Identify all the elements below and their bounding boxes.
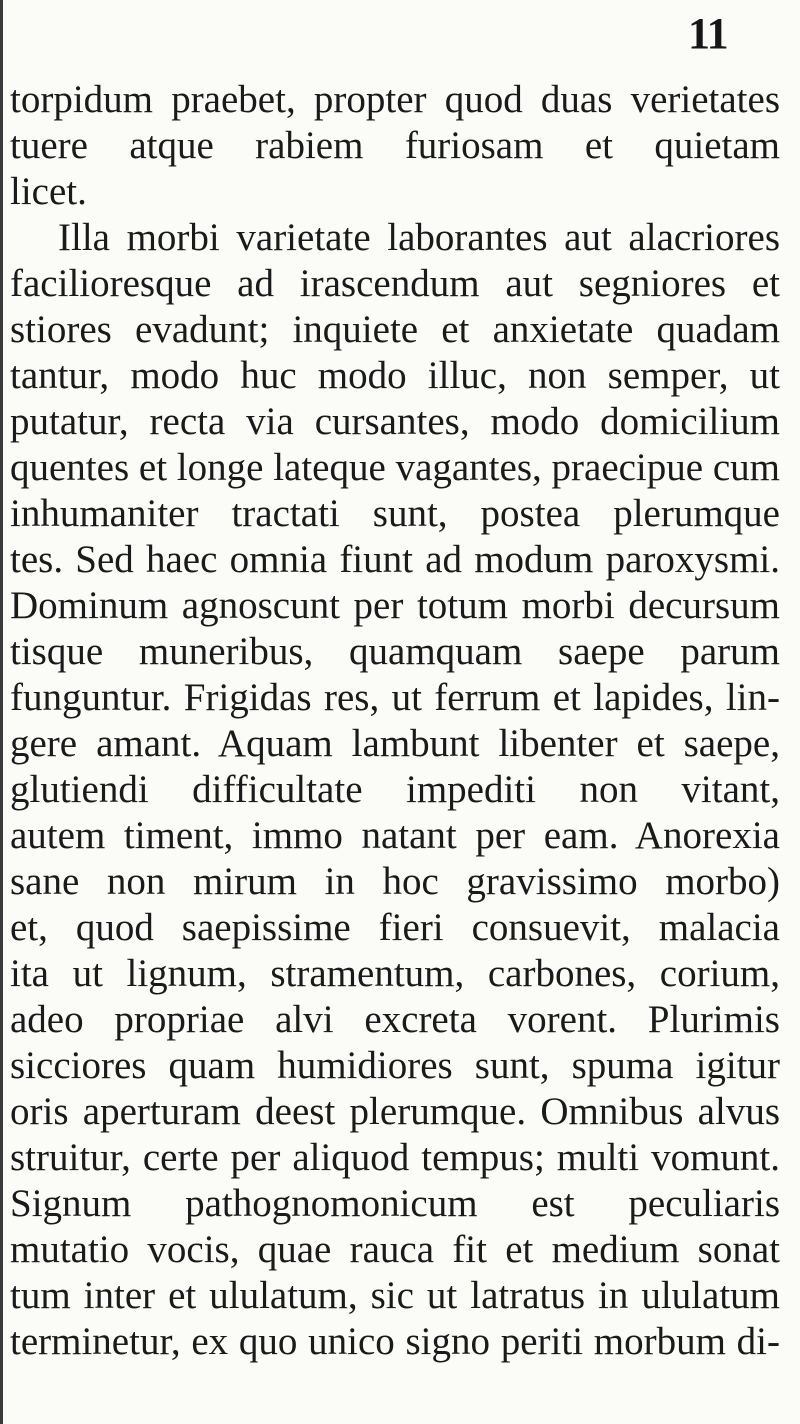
page-number: 11 <box>688 9 728 58</box>
text-line: quentes et longe lateque vagantes, praecipue cum <box>10 446 780 489</box>
page-binding-edge <box>0 0 3 1424</box>
text-line: mutatio vocis, quae rauca fit et medium sonat <box>10 1228 780 1271</box>
text-line: sicciores quam humidiores sunt, spuma igitur <box>10 1044 780 1087</box>
text-line: adeo propriae alvi excreta vorent. Plurimis <box>10 998 780 1041</box>
text-line: inhumaniter tractati sunt, postea plerumque <box>10 492 780 535</box>
paragraph-start-line: Illa morbi varietate laborantes aut alacriores <box>58 216 780 259</box>
text-line: torpidum praebet, propter quod duas verietates <box>10 78 780 121</box>
text-line: autem timent, immo natant per eam. Anorexia <box>10 814 780 857</box>
text-line: facilioresque ad irascendum aut segniores et <box>10 262 780 305</box>
text-line: Dominum agnoscunt per totum morbi decursum <box>10 584 780 627</box>
text-line: gere amant. Aquam lambunt libenter et saepe, <box>10 722 780 765</box>
text-line: tisque muneribus, quamquam saepe parum <box>10 630 780 673</box>
text-line: putatur, recta via cursantes, modo domicilium <box>10 400 780 443</box>
text-line: stiores evadunt; inquiete et anxietate quadam <box>10 308 780 351</box>
text-line: Signum pathognomonicum est peculiaris <box>10 1182 780 1225</box>
text-line: et, quod saepissime fieri consuevit, malacia <box>10 906 780 949</box>
text-line: terminetur, ex quo unico signo periti morbum di- <box>10 1320 780 1363</box>
text-line: ita ut lignum, stramentum, carbones, corium, <box>10 952 780 995</box>
text-line: glutiendi difficultate impediti non vitant, <box>10 768 780 811</box>
text-line: licet. <box>10 170 87 213</box>
text-line: tum inter et ululatum, sic ut latratus in ululatum <box>10 1274 780 1317</box>
text-line: sane non mirum in hoc gravissimo morbo) <box>10 860 780 903</box>
text-line: struitur, certe per aliquod tempus; multi vomunt. <box>10 1136 780 1179</box>
text-line: tes. Sed haec omnia fiunt ad modum paroxysmi. <box>10 538 780 581</box>
text-line: funguntur. Frigidas res, ut ferrum et lapides, lin- <box>10 676 780 719</box>
text-line: tantur, modo huc modo illuc, non semper, ut <box>10 354 780 397</box>
text-line: oris aperturam deest plerumque. Omnibus alvus <box>10 1090 780 1133</box>
text-line: tuere atque rabiem furiosam et quietam <box>10 124 780 167</box>
